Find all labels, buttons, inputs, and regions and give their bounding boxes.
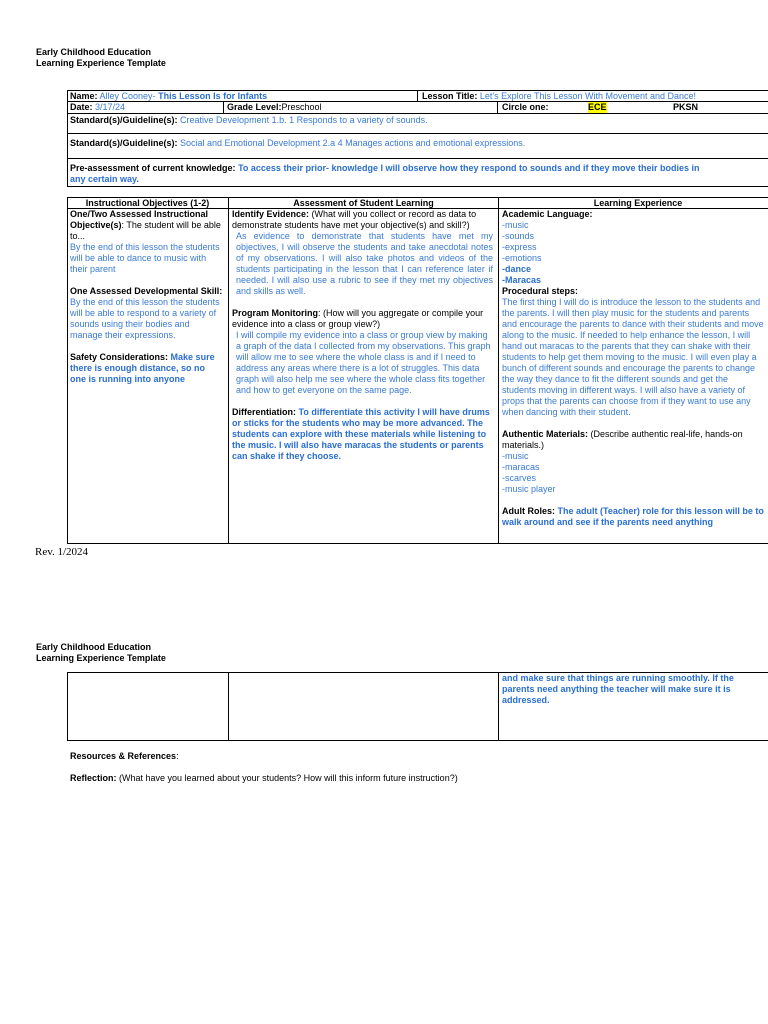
- adult-roles-text-continued: and make sure that things are running smoothly. If the parents need anything the teacher will make sure it is addressed.: [502, 673, 734, 705]
- academic-language-item: -music: [502, 220, 529, 230]
- template-program-title-page-2: Early Childhood Education: [36, 642, 152, 652]
- academic-language-item: -Maracas: [502, 275, 542, 285]
- date-field: [67, 102, 223, 113]
- date-value: 3/17/24: [95, 102, 126, 112]
- academic-language-item: -express: [502, 242, 537, 252]
- resources-field: [67, 751, 667, 762]
- experience-cell: [499, 209, 767, 528]
- age-group-value: This Lesson Is for Infants: [158, 91, 268, 101]
- resources-label: Resources & References: [70, 751, 177, 761]
- standard-2-label: Standard(s)/Guideline(s):: [70, 138, 178, 148]
- name-value: Alley Cooney-: [99, 91, 156, 101]
- reflection-label: Reflection:: [70, 773, 117, 783]
- evidence-text: As evidence to demonstrate that students have met my objectives, I will observe the students and take anecdotal notes of my observations. I will also take photos and videos of the students participating in the lesson that I can reference later if needed. I will also use a rubric to see if they met my objectives and skills as well.: [236, 231, 493, 296]
- grade-level-field: [224, 102, 494, 113]
- pre-assessment-value: To access their prior- knowledge I will observe how they respond to sounds and if they move their bodies in: [238, 163, 700, 173]
- authentic-materials-prompt: (Describe authentic real-life, hands-on materials.): [502, 429, 743, 450]
- column-header-objectives: Instructional Objectives (1-2): [85, 198, 210, 208]
- grade-level-value: Preschool: [281, 102, 322, 112]
- procedural-steps-label: Procedural steps:: [502, 286, 579, 296]
- standard-1-field: [67, 115, 768, 126]
- adult-roles-text: The adult (Teacher) role for this lesson will be to walk around and see if the parents need anything: [502, 506, 764, 527]
- pre-assessment-value-cont: any certain way.: [70, 174, 139, 184]
- resources-colon: :: [176, 751, 179, 761]
- material-item: -music player: [502, 484, 556, 494]
- circle-one-field: [499, 102, 768, 113]
- template-title-page-2: Learning Experience Template: [36, 653, 166, 663]
- reflection-prompt: (What have you learned about your students? How will this inform future instruction?): [119, 773, 458, 783]
- differentiation-text: To differentiate this activity I will have drums or sticks for the students who may be more advanced. The students can explore with these materials while listening to the music. I will also have maracas the students or parents can shake if they choose.: [232, 407, 490, 461]
- material-item: -music: [502, 451, 529, 461]
- monitoring-prompt: : (How will you aggregate or compile your evidence into a class or group view?): [232, 308, 484, 329]
- safety-text: Make sure there is enough distance, so no one is running into anyone: [70, 352, 215, 384]
- academic-language-label: Academic Language:: [502, 209, 593, 219]
- objective-text: By the end of this lesson the students will be able to dance to music with their parent: [70, 242, 220, 274]
- objectives-heading: One/Two Assessed Instructional: [70, 209, 209, 219]
- circle-one-label: Circle one:: [502, 102, 549, 112]
- template-program-title: Early Childhood Education: [36, 47, 152, 57]
- standard-2-value: Social and Emotional Development 2.a 4 Manages actions and emotional expressions.: [180, 138, 526, 148]
- material-item: -scarves: [502, 473, 537, 483]
- pre-assessment-field: [67, 163, 768, 185]
- assessment-cell: [229, 209, 496, 462]
- monitoring-label: Program Monitoring: [232, 308, 318, 318]
- pksn-option: PKSN: [673, 102, 699, 112]
- developmental-skill-heading: One Assessed Developmental Skill:: [70, 286, 223, 296]
- standard-2-field: [67, 138, 768, 149]
- pre-assessment-label: Pre-assessment of current knowledge:: [70, 163, 236, 173]
- academic-language-item: -dance: [502, 264, 532, 274]
- monitoring-text: I will compile my evidence into a class or group view by making a graph of the data I collected from my observations. This graph will allow me to see where the whole class is and if I need to address any areas where there is a lot of struggles. This data graph will also help me see where the whole class fits together and how to get everyone on the same page.: [236, 330, 491, 395]
- column-header-experience: Learning Experience: [593, 198, 683, 208]
- standard-1-value: Creative Development 1.b. 1 Responds to a variety of sounds.: [180, 115, 428, 125]
- reflection-field: [67, 773, 467, 784]
- objectives-cell: [67, 209, 226, 385]
- lesson-title-label: Lesson Title:: [422, 91, 478, 101]
- evidence-prompt: (What will you collect or record as data to demonstrate students have met your objective(s) and skill?): [232, 209, 477, 230]
- safety-label: Safety Considerations:: [70, 352, 169, 362]
- objectives-prompt: : The student will be able to...: [70, 220, 221, 241]
- academic-language-item: -sounds: [502, 231, 535, 241]
- name-field: [67, 91, 422, 102]
- lesson-title-field: [419, 91, 768, 102]
- column-header-assessment: Assessment of Student Learning: [293, 198, 434, 208]
- differentiation-label: Differentiation:: [232, 407, 296, 417]
- evidence-label: Identify Evidence:: [232, 209, 310, 219]
- material-item: -maracas: [502, 462, 540, 472]
- ece-option: ECE: [588, 102, 607, 112]
- name-label: Name:: [70, 91, 98, 101]
- standard-1-label: Standard(s)/Guideline(s):: [70, 115, 178, 125]
- developmental-skill-text: By the end of this lesson the students will be able to respond to a variety of sounds using their bodies and manage their expressions.: [70, 297, 220, 340]
- revision-note: Rev. 1/2024: [35, 546, 89, 558]
- adult-roles-label: Adult Roles:: [502, 506, 555, 516]
- template-title: Learning Experience Template: [36, 58, 166, 68]
- date-label: Date:: [70, 102, 93, 112]
- academic-language-item: -emotions: [502, 253, 542, 263]
- objectives-heading-2: Objective(s): [70, 220, 122, 230]
- grade-level-label: Grade Level:: [227, 102, 282, 112]
- authentic-materials-label: Authentic Materials:: [502, 429, 589, 439]
- procedural-steps-text: The first thing I will do is introduce the lesson to the students and the parents. I will then play music for the students and parents and encourage the parents to dance with their students and move along to the music. If needed to help enhance the lesson, I will hand out maracas to the parents that they can shake with their students to help get them moving to the music. I will even play a bunch of different sounds and encourage the parents to change the way they dance to fit the different sounds and get the students moving in different ways. I will also have a variety of props that the parents can choose from if they want to use any when dancing with their student.: [502, 297, 764, 417]
- lesson-title-value: Let's Explore This Lesson With Movement and Dance!: [479, 91, 697, 101]
